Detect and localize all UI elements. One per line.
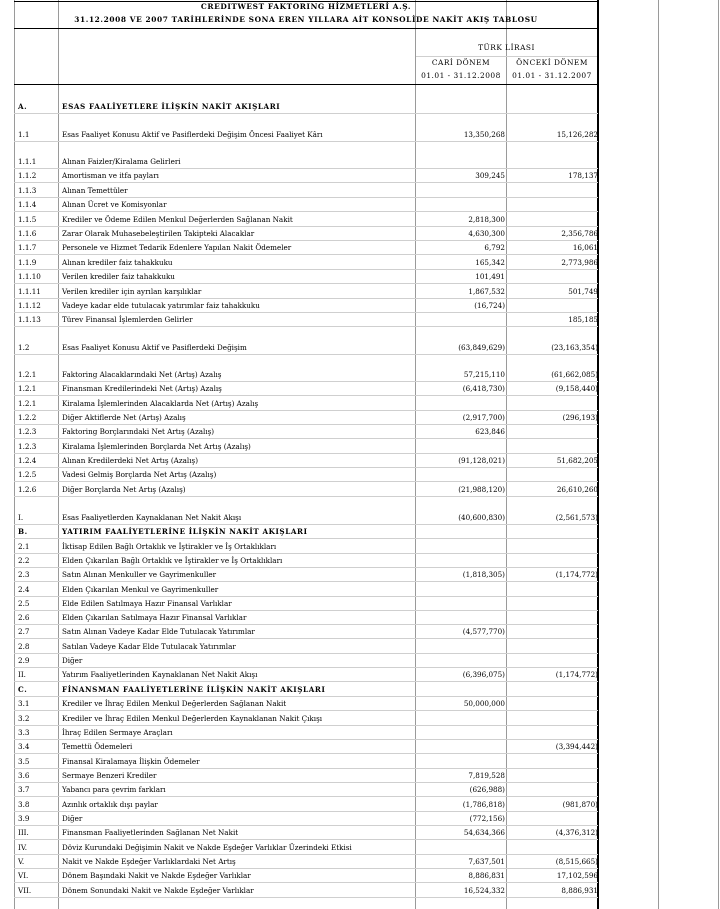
grid-line — [416, 56, 597, 57]
row-code: 3.6 — [18, 771, 30, 780]
table-row — [0, 812, 720, 825]
row-description: Zarar Olarak Muhasebeleştirilen Takipteki Alacaklar — [62, 229, 255, 238]
row-description: Dönem Sonundaki Nakit ve Nakde Eşdeğer Varlıklar — [62, 886, 254, 895]
current-period-value: (16,724) — [474, 301, 505, 310]
prior-period-header: ÖNCEKİ DÖNEM — [516, 58, 588, 67]
row-code: 2.5 — [18, 599, 30, 608]
current-period-value: (4,577,770) — [462, 627, 505, 636]
row-code: 1.1.6 — [18, 229, 37, 238]
current-period-value: (6,418,730) — [462, 384, 505, 393]
prior-period-value: 501,749 — [568, 287, 598, 296]
row-description: Elden Çıkarılan Bağlı Ortaklık ve İştirakler ve İş Ortaklıkları — [62, 556, 283, 565]
row-divider — [14, 897, 598, 898]
table-row — [0, 625, 720, 638]
table-row — [0, 540, 720, 553]
current-period-value: 4,630,300 — [468, 229, 505, 238]
row-description: Alınan Temettüler — [62, 186, 128, 195]
row-description: Alınan Kredilerdeki Net Artış (Azalış) — [62, 456, 199, 465]
header-border — [14, 84, 598, 85]
table-row — [0, 100, 720, 113]
row-code: 1.1.2 — [18, 171, 37, 180]
row-code: IV. — [18, 843, 28, 852]
row-code: A. — [18, 102, 28, 111]
table-row — [0, 227, 720, 240]
table-row — [0, 411, 720, 424]
row-code: 1.1.10 — [18, 272, 41, 281]
row-code: 3.4 — [18, 742, 30, 751]
row-description: Sermaye Benzeri Krediler — [62, 771, 157, 780]
row-code: 1.2.1 — [18, 384, 37, 393]
prior-period-value: (296,193) — [562, 413, 598, 422]
prior-period-value: (23,163,354) — [551, 343, 598, 352]
row-divider — [14, 581, 598, 582]
row-description: Personele ve Hizmet Tedarik Edenlere Yapılan Nakit Ödemeler — [62, 243, 292, 252]
row-description: Diğer — [62, 814, 83, 823]
prior-period-value: (4,376,312) — [555, 828, 598, 837]
current-period-value: 13,350,268 — [463, 130, 505, 139]
statement-title: 31.12.2008 VE 2007 TARİHLERİNDE SONA EREN YILLARA AİT KONSOLİDE NAKİT AKIŞ TABLOSU — [74, 15, 538, 24]
row-description: Faktoring Alacaklarındaki Net (Artış) Azalış — [62, 370, 222, 379]
prior-period-value: 15,126,282 — [556, 130, 598, 139]
table-row — [0, 525, 720, 538]
row-divider — [14, 438, 598, 439]
row-description: Alınan Faizler/Kiralama Gelirleri — [62, 157, 181, 166]
row-code: 1.2.4 — [18, 456, 37, 465]
row-code: 2.2 — [18, 556, 30, 565]
table-row — [0, 341, 720, 354]
table-row — [0, 611, 720, 624]
row-description: Vadesi Gelmiş Borçlarda Net Artış (Azalış) — [62, 470, 217, 479]
row-divider — [14, 211, 598, 212]
table-row — [0, 397, 720, 410]
row-description: Krediler ve Ödeme Edilen Menkul Değerlerden Sağlanan Nakit — [62, 215, 293, 224]
row-divider — [14, 753, 598, 754]
row-code: 3.9 — [18, 814, 30, 823]
current-period-value: 623,846 — [475, 427, 505, 436]
row-description: Elden Çıkarılan Satılmaya Hazır Finansal Varlıklar — [62, 613, 247, 622]
currency-header: TÜRK LİRASI — [478, 43, 535, 52]
table-row — [0, 884, 720, 897]
current-period-value: (1,786,818) — [462, 800, 505, 809]
row-code: 3.7 — [18, 785, 30, 794]
row-code: 1.1.1 — [18, 157, 37, 166]
table-row — [0, 554, 720, 567]
table-row — [0, 597, 720, 610]
current-period-value: 309,245 — [475, 171, 505, 180]
row-code: VI. — [18, 871, 29, 880]
prior-period-value: (3,394,442) — [555, 742, 598, 751]
row-code: 1.2.3 — [18, 427, 37, 436]
prior-period-value: (9,158,440) — [555, 384, 598, 393]
table-row — [0, 198, 720, 211]
current-period-value: (6,396,075) — [462, 670, 505, 679]
prior-period-value: 2,356,786 — [561, 229, 598, 238]
row-divider — [14, 182, 598, 183]
row-divider — [14, 710, 598, 711]
current-period-value: (21,988,120) — [458, 485, 505, 494]
row-description: Finansman Faaliyetlerinden Sağlanan Net Nakit — [62, 828, 239, 837]
current-period-value: 101,491 — [475, 272, 505, 281]
current-period-value: 50,000,000 — [463, 699, 505, 708]
row-description: ESAS FAALİYETLERE İLİŞKİN NAKİT AKIŞLARI — [62, 102, 281, 111]
table-row — [0, 169, 720, 182]
row-description: Nakit ve Nakde Eşdeğer Varlıklardaki Net Artış — [62, 857, 236, 866]
table-row — [0, 454, 720, 467]
current-period-value: 2,818,300 — [468, 215, 505, 224]
prior-period-range: 01.01 - 31.12.2007 — [512, 71, 592, 80]
table-row — [0, 241, 720, 254]
table-row — [0, 155, 720, 168]
current-period-value: 6,792 — [484, 243, 505, 252]
row-divider — [14, 326, 598, 327]
row-code: 1.1.13 — [18, 315, 41, 324]
row-description: Temettü Ödemeleri — [62, 742, 133, 751]
row-description: YATIRIM FAALİYETLERİNE İLİŞKİN NAKİT AKIŞLARI — [62, 527, 308, 536]
current-period-value: 8,886,831 — [468, 871, 505, 880]
row-divider — [14, 254, 598, 255]
row-code: 2.6 — [18, 613, 30, 622]
prior-period-value: 16,061 — [572, 243, 598, 252]
row-description: Dönem Başındaki Nakit ve Nakde Eşdeğer Varlıklar — [62, 871, 251, 880]
row-description: Elde Edilen Satılmaya Hazır Finansal Varlıklar — [62, 599, 232, 608]
row-description: Amortisman ve itfa payları — [62, 171, 159, 180]
row-description: Krediler ve İhraç Edilen Menkul Değerlerden Kaynaklanan Nakit Çıkışı — [62, 714, 323, 723]
row-code: 1.1.9 — [18, 258, 37, 267]
row-description: Satılan Vadeye Kadar Elde Tutulacak Yatırımlar — [62, 642, 236, 651]
row-description: Satın Alınan Menkuller ve Gayrimenkuller — [62, 570, 217, 579]
table-row — [0, 483, 720, 496]
current-period-value: (63,849,629) — [458, 343, 505, 352]
current-period-value: 7,637,501 — [468, 857, 505, 866]
row-divider — [14, 638, 598, 639]
current-period-value: (626,988) — [469, 785, 505, 794]
row-code: 1.1.5 — [18, 215, 37, 224]
table-row — [0, 841, 720, 854]
prior-period-value: 185,185 — [568, 315, 598, 324]
table-row — [0, 640, 720, 653]
table-row — [0, 368, 720, 381]
row-description: Yatırım Faaliyetlerinden Kaynaklanan Net Nakit Akışı — [62, 670, 258, 679]
row-code: 1.2 — [18, 343, 30, 352]
row-code: III. — [18, 828, 29, 837]
table-row — [0, 213, 720, 226]
row-description: Döviz Kurundaki Değişimin Nakit ve Nakde Eşdeğer Varlıklar Üzerindeki Etkisi — [62, 843, 352, 852]
prior-period-value: 17,102,596 — [556, 871, 598, 880]
current-period-value: (40,600,830) — [458, 513, 505, 522]
table-row — [0, 826, 720, 839]
row-description: Finansal Kiralamaya İlişkin Ödemeler — [62, 757, 200, 766]
row-divider — [14, 839, 598, 840]
table-row — [0, 256, 720, 269]
table-row — [0, 855, 720, 868]
table-row — [0, 654, 720, 667]
row-code: 1.1.7 — [18, 243, 37, 252]
table-row — [0, 583, 720, 596]
row-code: 3.3 — [18, 728, 30, 737]
row-description: Satın Alınan Vadeye Kadar Elde Tutulacak Yatırımlar — [62, 627, 255, 636]
current-period-value: 1,867,532 — [468, 287, 505, 296]
prior-period-value: (1,174,772) — [555, 570, 598, 579]
table-row — [0, 468, 720, 481]
table-row — [0, 668, 720, 681]
table-row — [0, 285, 720, 298]
row-code: 2.4 — [18, 585, 30, 594]
current-period-value: 165,342 — [475, 258, 505, 267]
prior-period-value: (981,870) — [562, 800, 598, 809]
row-code: V. — [18, 857, 25, 866]
row-description: İhraç Edilen Sermaye Araçları — [62, 728, 173, 737]
current-period-value: (91,128,021) — [458, 456, 505, 465]
row-code: 1.1.4 — [18, 200, 37, 209]
row-code: 1.2.1 — [18, 399, 37, 408]
row-divider — [14, 882, 598, 883]
table-row — [0, 869, 720, 882]
row-description: Azınlık ortaklık dışı paylar — [62, 800, 158, 809]
row-divider — [14, 141, 598, 142]
row-code: 1.2.3 — [18, 442, 37, 451]
row-description: Finansman Kredilerindeki Net (Artış) Azalış — [62, 384, 222, 393]
row-description: İktisap Edilen Bağlı Ortaklık ve İştirakler ve İş Ortaklıkları — [62, 542, 277, 551]
row-description: Esas Faaliyet Konusu Aktif ve Pasiflerdeki Değişim Öncesi Faaliyet Kârı — [62, 130, 323, 139]
table-row — [0, 568, 720, 581]
prior-period-value: 8,886,931 — [561, 886, 598, 895]
row-divider — [14, 354, 598, 355]
prior-period-value: (8,515,665) — [555, 857, 598, 866]
row-description: Esas Faaliyet Konusu Aktif ve Pasiflerdeki Değişim — [62, 343, 247, 352]
table-row — [0, 697, 720, 710]
table-row — [0, 683, 720, 696]
row-code: 1.1.12 — [18, 301, 41, 310]
row-code: 2.3 — [18, 570, 30, 579]
row-code: 1.2.5 — [18, 470, 37, 479]
prior-period-value: 2,773,986 — [561, 258, 598, 267]
current-period-value: (772,156) — [469, 814, 505, 823]
row-code: 3.8 — [18, 800, 30, 809]
company-title: CREDITWEST FAKTORING HİZMETLERİ A.Ş. — [200, 2, 412, 11]
row-description: Alınan krediler faiz tahakkuku — [62, 258, 173, 267]
row-description: FİNANSMAN FAALİYETLERİNE İLİŞKİN NAKİT AKIŞLARI — [62, 685, 326, 694]
row-divider — [14, 481, 598, 482]
table-row — [0, 270, 720, 283]
current-period-value: 7,819,528 — [468, 771, 505, 780]
prior-period-value: (1,174,772) — [555, 670, 598, 679]
row-code: II. — [18, 670, 26, 679]
prior-period-value: (2,561,573) — [555, 513, 598, 522]
table-row — [0, 712, 720, 725]
row-divider — [14, 681, 598, 682]
table-row — [0, 184, 720, 197]
row-code: VII. — [18, 886, 32, 895]
table-row — [0, 755, 720, 768]
current-period-value: (2,917,700) — [462, 413, 505, 422]
row-code: 1.2.6 — [18, 485, 37, 494]
table-row — [0, 382, 720, 395]
title-border — [14, 28, 598, 29]
row-description: Faktoring Borçlarındaki Net Artış (Azalış) — [62, 427, 215, 436]
row-divider — [14, 395, 598, 396]
current-period-value: 54,634,366 — [463, 828, 505, 837]
current-period-value: 16,524,332 — [463, 886, 505, 895]
row-code: I. — [18, 513, 24, 522]
current-period-range: 01.01 - 31.12.2008 — [421, 71, 501, 80]
current-period-header: CARİ DÖNEM — [431, 58, 491, 67]
row-code: 1.2.2 — [18, 413, 37, 422]
row-description: Kiralama İşlemlerinden Borçlarda Net Artış (Azalış) — [62, 442, 251, 451]
table-row — [0, 726, 720, 739]
row-description: Kiralama İşlemlerinden Alacaklarda Net (Artış) Azalış — [62, 399, 259, 408]
row-divider — [14, 113, 598, 114]
row-code: 1.1.3 — [18, 186, 37, 195]
row-description: Diğer Borçlarda Net Artış (Azalış) — [62, 485, 186, 494]
row-divider — [14, 283, 598, 284]
row-description: Alınan Ücret ve Komisyonlar — [62, 200, 167, 209]
row-description: Krediler ve İhraç Edilen Menkul Değerlerden Sağlanan Nakit — [62, 699, 287, 708]
table-row — [0, 798, 720, 811]
prior-period-value: 51,682,205 — [556, 456, 598, 465]
row-code: B. — [18, 527, 28, 536]
row-code: 3.1 — [18, 699, 30, 708]
row-description: Vadeye kadar elde tutulacak yatırımlar faiz tahakkuku — [62, 301, 260, 310]
row-divider — [14, 796, 598, 797]
row-description: Verilen krediler için ayrılan karşılıklar — [62, 287, 202, 296]
row-code: 2.7 — [18, 627, 30, 636]
table-row — [0, 440, 720, 453]
row-description: Diğer — [62, 656, 83, 665]
row-code: C. — [18, 685, 28, 694]
table-row — [0, 783, 720, 796]
table-row — [0, 299, 720, 312]
row-description: Verilen krediler faiz tahakkuku — [62, 272, 175, 281]
current-period-value: (1,818,305) — [462, 570, 505, 579]
table-row — [0, 425, 720, 438]
table-row — [0, 769, 720, 782]
row-description: Diğer Aktiflerde Net (Artış) Azalış — [62, 413, 186, 422]
table-row — [0, 128, 720, 141]
row-description: Türev Finansal İşlemlerden Gelirler — [62, 315, 193, 324]
row-code: 1.1.11 — [18, 287, 41, 296]
table-row — [0, 313, 720, 326]
row-description: Esas Faaliyetlerden Kaynaklanan Net Nakit Akışı — [62, 513, 242, 522]
row-code: 2.9 — [18, 656, 30, 665]
row-description: Elden Çıkarılan Menkul ve Gayrimenkuller — [62, 585, 219, 594]
row-code: 1.1 — [18, 130, 30, 139]
row-code: 2.8 — [18, 642, 30, 651]
prior-period-value: 26,610,260 — [556, 485, 598, 494]
row-code: 1.2.1 — [18, 370, 37, 379]
row-description: Yabancı para çevrim farkları — [62, 785, 166, 794]
prior-period-value: 178,137 — [568, 171, 598, 180]
row-code: 3.5 — [18, 757, 30, 766]
row-divider — [14, 538, 598, 539]
table-row — [0, 511, 720, 524]
current-period-value: 57,215,110 — [463, 370, 505, 379]
row-divider — [14, 496, 598, 497]
row-code: 3.2 — [18, 714, 30, 723]
prior-period-value: (61,662,085) — [551, 370, 598, 379]
row-code: 2.1 — [18, 542, 30, 551]
table-row — [0, 740, 720, 753]
